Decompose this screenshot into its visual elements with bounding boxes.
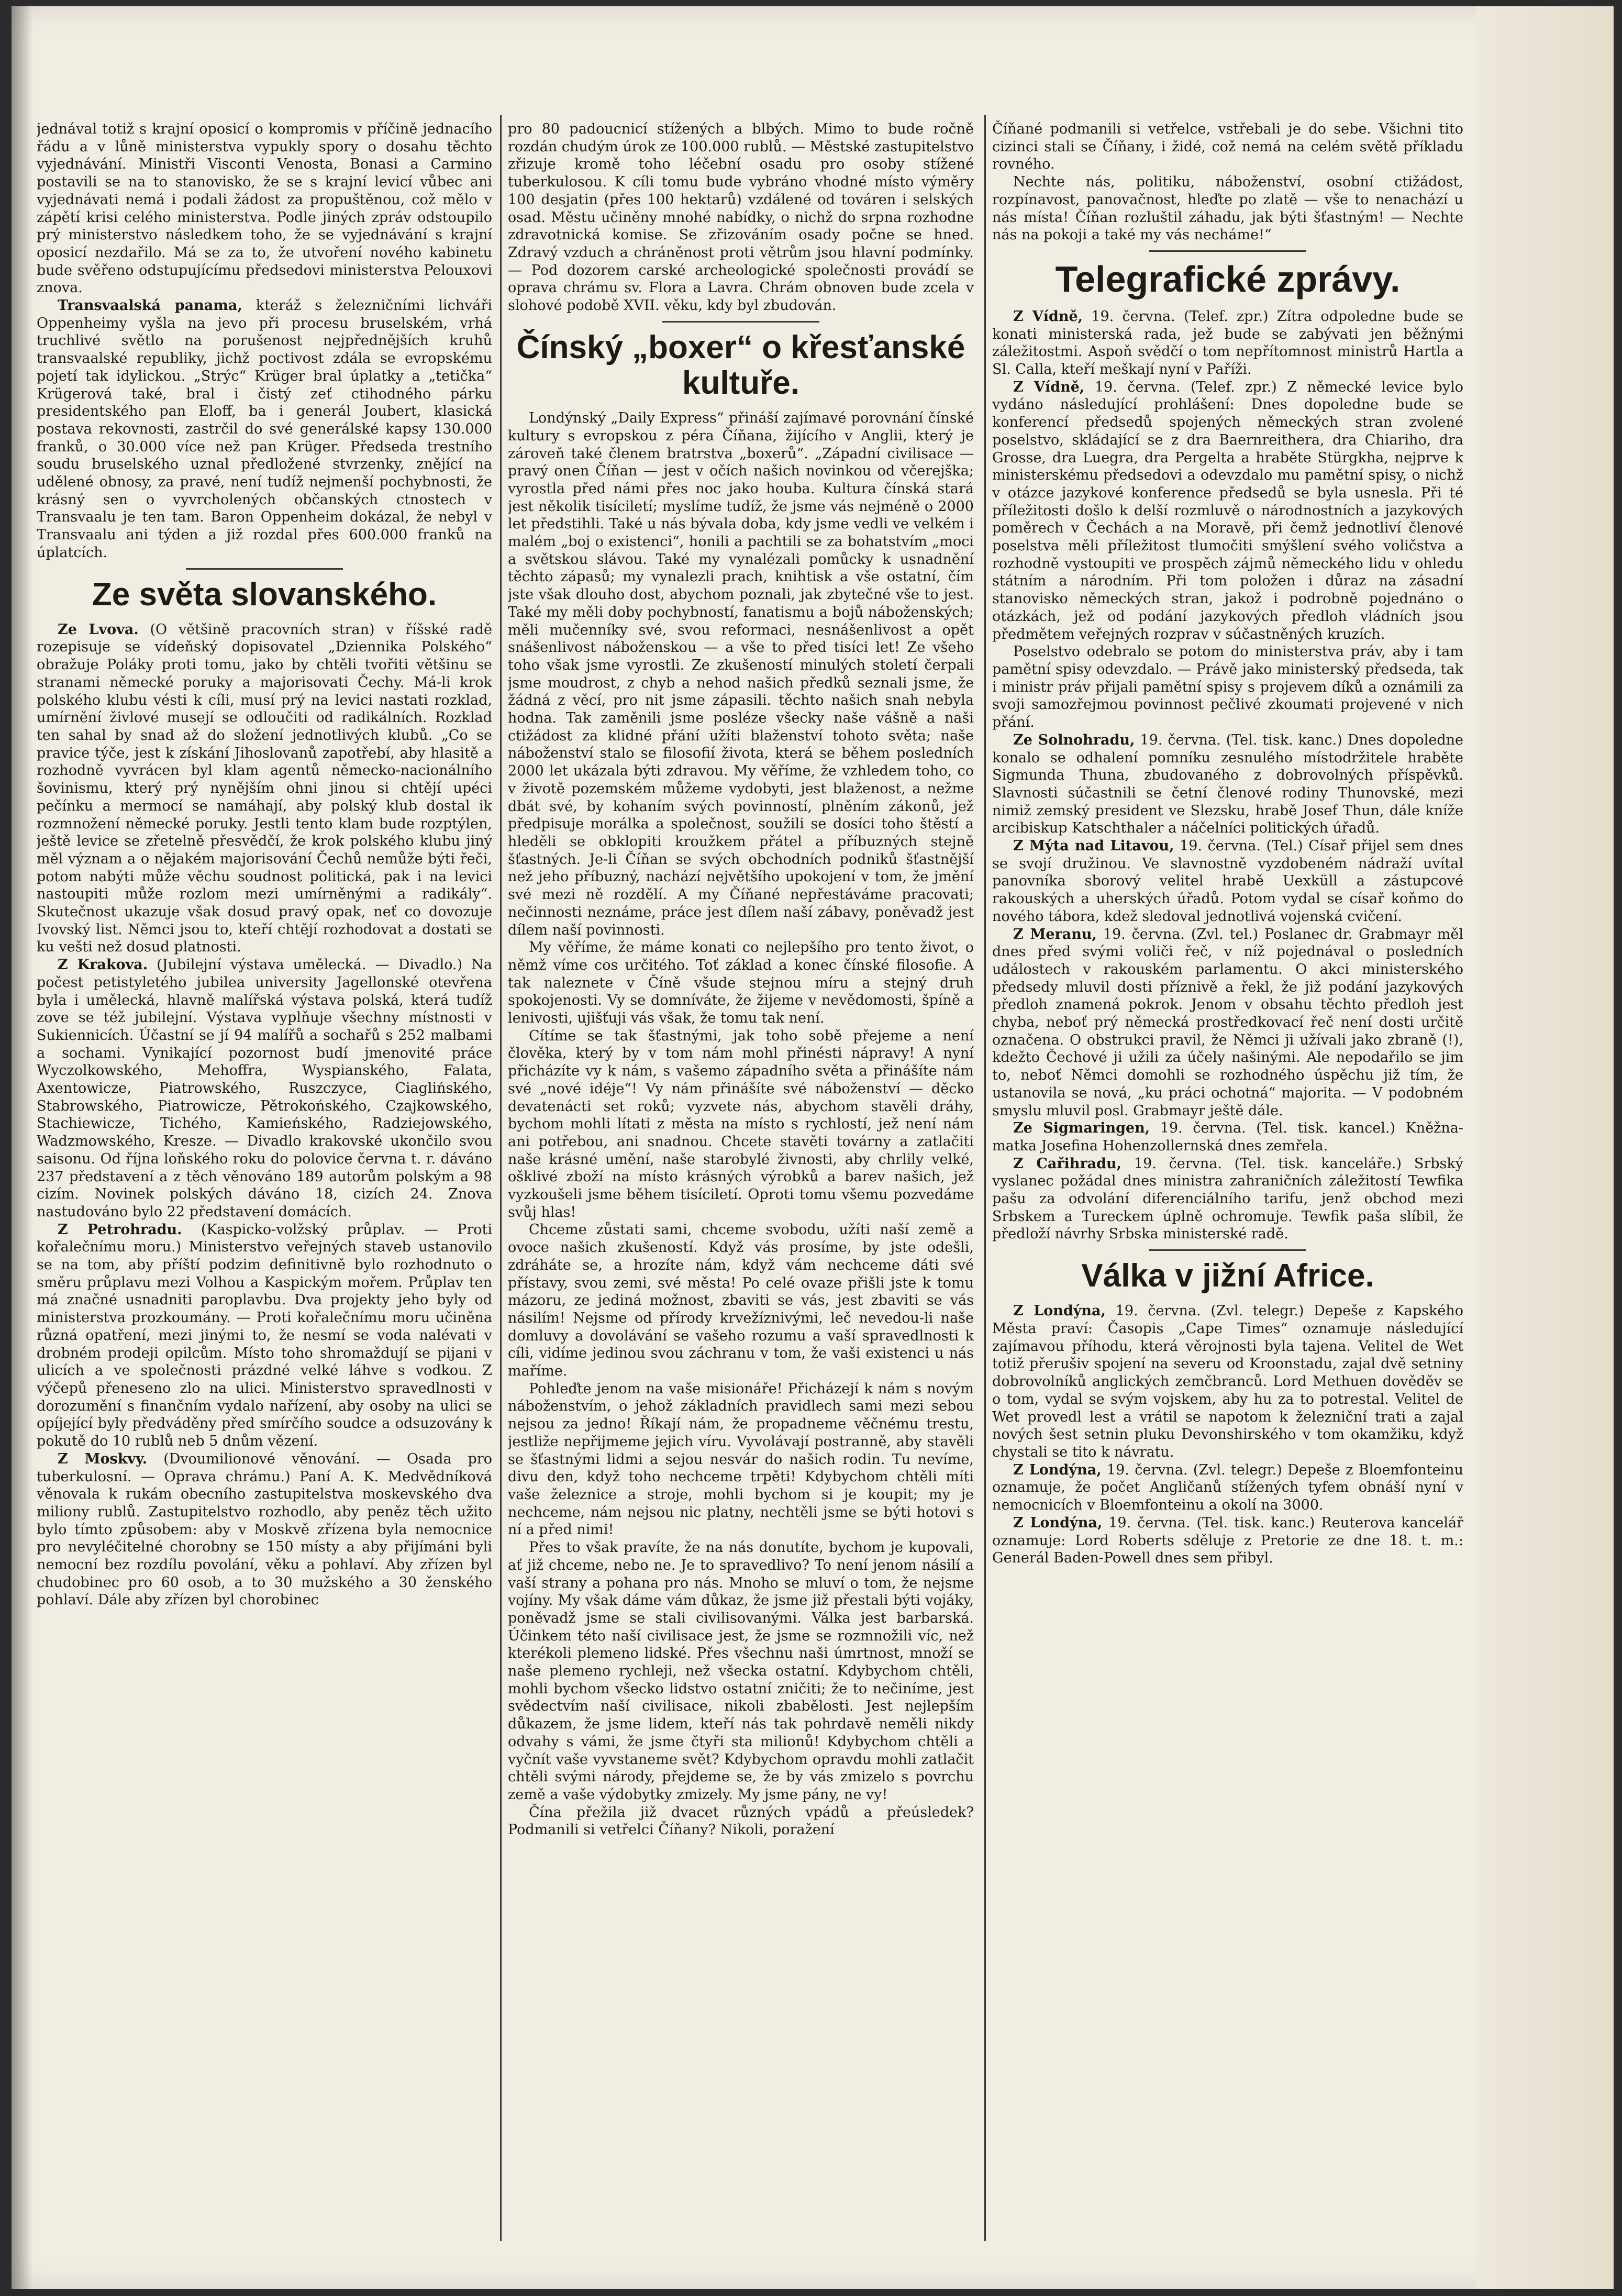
paragraph-lead: Z Cařihradu, (1013, 1155, 1122, 1172)
paragraph-text: kteráž s železničními lichváři Oppenheimy vyšla na jevo při procesu bruselském, vrhá truchlivé světlo na porušenost nejpřednějších kruhů transvaalské republiky, jichž poctivost zdála se evropskému pojetí tak idylickou. „Strýc“ Krüger bral úplatky a „tetička“ Krügerová také, bral i čistý zeť ctihodného párku presidentského pan Eloff, ba i generál Joubert, klasická postava rekovnosti, zastrčil do své generálské kapsy 130.000 franků, o 30.000 více než pan Krüger. Předseda trestního soudu bruselského uznal předložené stvrzenky, znějící na udělené obnosy, za pravé, není tudíž nejmenší pochybnosti, že krásný sen o vyvrcholených občanských ctnostech v Transvaalu je ten tam. Baron Oppenheim dokázal, že nebyl v Transvaalu ani týden a již rozdal přes 600.000 franků na úplatcích. (37, 297, 492, 561)
article-paragraph: pro 80 padoucnicí stížených a blbých. Mimo to bude ročně rozdán chudým úrok ze 100.000 rublů. — Městské zastupitelstvo zřizuje kromě toho léčební osadu pro osoby stížené tuberkulosou. K cíli tomu bude vybráno vhodné místo výměry 100 desjatin (přes 100 hektarů) vzdálené od továren i selských osad. Městu učiněny mnohé nabídky, o nichž do srpna rozhodne zdravotnická komise. Se zřizováním osady počne se hned. Zdravý vzduch a chráněnost proti větrům jsou hlavní podmínky. — Pod dozorem carské archeologické společnosti provádí se oprava chrámu sv. Flora a Lavra. Chrám obnoven bude zcela v slohové podobě XVII. věku, kdy byl zbudován. (508, 121, 974, 314)
article-paragraph (992, 731, 1463, 837)
paragraph-lead: Z Petrohradu. (58, 1221, 182, 1238)
paragraph-text: 19. června. (Zvl. telegr.) Depeše z Bloemfonteinu oznamuje, že počet Angličanů stížených tyfem obnáší nyní v nemocnicích v Bloemfonteinu a okolí na 3000. (992, 1461, 1463, 1514)
column-rule-2 (984, 115, 986, 2241)
column-rule-1 (500, 115, 502, 2241)
article-paragraph: Pohleďte jenom na vaše misionáře! Přicházejí k nám s novým náboženstvím, o jehož základních pravidlech sami mezi sebou nejsou za jedno! Říkají nám, že propadneme věčnému trestu, jestliže nepřijmeme jejich víru. Vyvolávají postranně, aby stavěli se šťastnými lidmi a sejou nesvár do našich rodin. Tu nevíme, divu den, když toho nechceme trpěti! Kdybychom chtěli míti vaše železnice a stroje, mohli bychom si je koupit; my je nechceme, nám nejsou nic platny, nechtěli jsme se býti hotovi s ní a před nimi! (508, 1380, 974, 1538)
section-rule (662, 321, 819, 323)
article-paragraph (992, 926, 1463, 1120)
section-heading-telegraphic: Telegrafické zprávy. (1055, 258, 1401, 300)
paragraph-lead: Ze Sigmaringen, (1013, 1120, 1150, 1137)
paragraph-lead: Z Londýna, (1013, 1303, 1106, 1319)
paragraph-text: 19. června. (Tel. tisk. kancel.) Kněžna-matka Josefina Hohenzollernská dnes zemřela. (992, 1120, 1463, 1154)
column-2 (508, 120, 974, 2257)
page-right-margin (1476, 6, 1614, 2289)
article-paragraph: Číňané podmanili si vetřelce, vstřebali je do sebe. Všichni tito cizinci stali se Číňany, i židé, což nemá na celém světě příkladu rovného. (992, 121, 1463, 173)
article-paragraph (992, 1302, 1463, 1461)
paragraph-text: (O většině pracovních stran) v říšské radě rozepisuje se vídeňský dopisovatel „Dziennika Polského“ obražuje Poláky proti tomu, jako by chtěli tvořiti většinu se stranami německé poruky a majorisovati Čechy. Má-li krok polského klubu vésti k cíli, musí prý na levici nastati rozklad, umírnění živlové musejí se odloučiti od radikálních. Rozklad ten sahal by snad až do složení jednotlivých klubů. „Co se pravice týče, jest k získání Jihoslovanů zapotřebí, aby hlasitě a rozhodně vyvrácen byl klam agentů německo-nacionálního šovinismu, který prý nynějším ohni jinou si chtějí upéci pečínku a mermocí se namáhají, aby polský klub dostal ik rozmnožení německé poruky. Jestli tento klam bude rozptýlen, ještě levice se zřetelně přesvědčí, že krok polského klubu jiný měl význam a o nějakém majorisování Čechů nemůže býti řeči, potom nabýti může věchu soudnost politická, pak i na levici nastoupiti může rozlom mezi umírněnými a radikály“. Skutečnost ukazuje však dosud pravý opak, neť co dovozuje Ivovský list. Němci jsou to, kteří chtějí rozhodovat a dostati se ku vešti než dosud platnosti. (37, 621, 492, 956)
article-paragraph (992, 308, 1463, 379)
paragraph-lead: Z Moskvy. (58, 1450, 148, 1467)
column-1 (37, 120, 492, 2257)
paragraph-text: 19. června. (Telef. zpr.) Z německé levice bylo vydáno následující prohlášení: Dnes dopoledne bude se konferencí předsedů spojených německých stran zvolené poselstvo, skládající se z dra Baernreithera, dra Chiariho, dra Grosse, dra Luegra, dra Pergelta a hraběte Stürgkha, nejprve k ministerskému předsedovi a odevzdalo mu pamětní spisy, o nichž v otázce jazykové konference předsedů se byla usnesla. Při té příležitosti došlo k delší rozmluvě o národnostních a jazykových poměrech v Čechách a na Moravě, při čemž jednotliví členové poselstva měli příležitost tlumočiti smýšlení svého voličstva a rozhodně vystoupiti ve prospěch zájmů německého lidu v ohledu státním a národním. Při tom položen i důraz na zásadní stanovisko německých stran, jakož i podrobně pojednáno o otázkách, jež od podání jazykových předloh vládních jsou předmětem veřejných rozprav v súčastněných kruzích. (992, 379, 1463, 642)
paragraph-lead: Ze Solnohradu, (1013, 731, 1135, 748)
paragraph-lead: Z Vídně, (1013, 308, 1083, 325)
article-paragraph: Cítíme se tak šťastnými, jak toho sobě přejeme a není člověka, který by v tom nám mohl přinésti nápravy! A nyní přicházíte vy k nám, s vašemo západního světa a přinášíte nám své „nové idéje“! Vy nám přinášíte své náboženství — děcko devatenácti set roků; vyzvete nás, abychom stavěli dráhy, bychom mohli lítati z města na místo s rychlostí, jež není nám ani potřebou, ani snadnou. Chcete stavěti továrny a zatlačiti naše krásné umění, naše starobylé živnosti, aby chrlily velké, ošklivé zboží na místo krásných výrobků a barev našich, jež vyzkoušeli jsme během tisíciletí. Oproti tomu všemu pozvedáme svůj hlas! (508, 1027, 974, 1221)
section-rule (186, 568, 343, 570)
article-paragraph (37, 1450, 492, 1609)
article-paragraph (992, 1514, 1463, 1567)
paragraph-text: (Dvoumilionové věnování. — Osada pro tuberkulosní. — Oprava chrámu.) Paní A. K. Medvědníková věnovala k rukám obecního zastupitelstva moskevského dva miliony rublů. Zastupitelstvo rozhodlo, aby peněz těch užito bylo tímto způsobem: aby v Moskvě zřízena byla nemocnice pro nevyléčitelné chorobny se 150 místy a aby přijímáni byli nemocní bez rozdílu povolání, věku a pohlaví. Aby zřízen byl chudobinec pro 60 osob, a to 30 mužského a 30 ženského pohlaví. Dále aby zřízen byl chorobinec (37, 1450, 492, 1609)
paragraph-lead: Z Vídně, (1013, 379, 1085, 395)
paragraph-text: (Kaspicko-volžský průplav. — Proti kořalečnímu moru.) Ministerstvo veřejných staveb ustanovilo se na tom, aby příští podzim definitivně bylo rozhodnuto o směru průplavu mezi Volhou a Kaspickým mořem. Průplav ten má značné usnadniti paroplavbu. Dva projekty jeho byly od ministerstva prozkoumány. — Proti kořalečnímu moru učiněna různá opatření, mezi jinými to, že nesmí se voda nalévati v drobném prodeji opilcům. Místo toho shromaždují se pijani v ulicích a ve společnosti prázdné velké láhve s vodkou. Z výčepů přeneseno zlo na ulici. Ministerstvo spravedlnosti v dorozumění s finančním vydalo nařízení, aby osoby na ulici se opíjející byly předváděny před smírčího soudce a odsuzovány k pokutě do 10 rublů neb 5 dnům vězení. (37, 1221, 492, 1450)
paragraph-lead: Z Londýna, (1013, 1461, 1102, 1478)
paragraph-lead: Z Mýta nad Litavou, (1013, 838, 1174, 855)
paragraph-lead: Transvaalská panama, (58, 297, 242, 314)
paragraph-text: 19. června. (Tel. tisk. kanc.) Dnes dopoledne konalo se odhalení pomníku zesnulého místodržitele hraběte Sigmunda Thuna, zbudovaného z dobrovolných příspěvků. Slavnosti súčastnili se četní členové rodiny Thunovské, mezi nimiž zemský president ve Slezsku, hrabě Josef Thun, dále kníže arcibiskup Katschthaler a náčelníci politických úřadů. (992, 731, 1463, 837)
paragraph-text: 19. června. (Tel. tisk. kanceláře.) Srbský vyslanec požádal dnes ministra zahraničních záležitostí Tewfika pašu za odvolání diferenciálního tarifu, jenž obchod mezi Srbskem a Tureckem úplně ochromuje. Tewfik paša slíbil, že předloží návrhy Srbska ministerské radě. (992, 1155, 1463, 1243)
section-rule (1149, 1249, 1306, 1251)
article-paragraph: jednával totiž s krajní oposicí o kompromis v příčině jednacího řádu a v lůně ministerstva vypukly spory o dosahu těchto vyjednávání. Ministři Visconti Venosta, Bonasi a Carmino postavili se na to stanovisko, že se s krajní levicí vůbec ani vyjednávati nemá i podali žádost za propuštěnou, což mělo v zápětí krisi celého ministerstva. Podle jiných zpráv odstoupilo prý ministerstvo následkem toho, že se vyjednávání s krajní oposicí nezdařilo. Má se za to, že utvoření nového kabinetu bude svěřeno odstupujícímu předsedovi ministerstva Pelouxovi znova. (37, 121, 492, 296)
article-paragraph (992, 1155, 1463, 1244)
paragraph-text: 19. června. (Telef. zpr.) Zítra odpoledne bude se konati ministerská rada, jež bude se zabývati jen běžnými záležitostmi. Aspoň svědčí o tom nepřítomnost ministrů Hartla a Sl. Calla, kteří meškají nyní v Paříži. (992, 308, 1463, 378)
article-paragraph (992, 1461, 1463, 1514)
section-heading-africa: Válka v jižní Africe. (1081, 1258, 1374, 1294)
article-paragraph (37, 956, 492, 1221)
article-paragraph (37, 1221, 492, 1450)
section-rule (1149, 250, 1306, 252)
article-paragraph (992, 1119, 1463, 1155)
binding-shadow (12, 6, 32, 2289)
paragraph-lead: Z Meranu, (1013, 926, 1097, 942)
article-paragraph: Přes to však pravíte, že na nás donutíte, bychom je kupovali, ať již chceme, nebo ne. Je to spravedlivo? To není jenom násilí a vaší strany a pohana pro nás. Mnoho se mluví o tom, že nejsme vojíny. My však dáme vám důkaz, že jsme již přestali býti vojáky, poněvadž jsme se stali civilisovanými. Válka jest barbarská. Účinkem této naší civilisace jest, že jsme se rozmnožili víc, než kterékoli plemeno lidské. Přes všechnu naši úmrtnost, množí se naše plemeno rychleji, než všecka ostatní. Kdybychom chtěli, mohli bychom všecko lidstvo ostatní zničiti; že to nečiníme, jest svědectvím naší civilisace, nikoli zbabělosti. Jest nejlepším důkazem, že jsme lidem, kteří nás tak pohrdavě neměli nikdy odvahy s vámi, že jsme čtyři sta milionů! Kdybychom chtěli a vyčnít vaše vyvstaneme svět? Kdybychom opravdu mohli zatlačit chtěli svými národy, přejdeme se, že by vás zmizelo s povrchu země a vaše výdobytky zmizely. My jsme pány, ne vy! (508, 1539, 974, 1803)
paragraph-text: 19. června. (Zvl. telegr.) Depeše z Kapského Města praví: Časopis „Cape Times“ oznamuje následující zajímavou příhodu, která věrojnosti byla tajena. Velitel de Wet totiž přerušiv spojení na severu od Kroonstadu, zajal dvě setniny dobrovolníků anglických zemčbranců. Lord Methuen dověděv se o tom, vydal se svým vojskem, aby hu za to potrestal. Velitel de Wet provedl lest a vrátil se napotom k železniční trati a zajal nových šest setnin pluku Devonshirského v tom okamžiku, když chystali se tito k návratu. (992, 1303, 1463, 1460)
paragraph-text: 19. června. (Tel. tisk. kanc.) Reuterova kancelář oznamuje: Lord Roberts sděluje z Pretorie ze dne 18. t. m.: Generál Baden-Powell dnes sem přibyl. (992, 1514, 1463, 1567)
section-heading-boxer: Čínský „boxer“ o křesťanské kultuře. (516, 329, 965, 401)
paragraph-text: 19. června. (Zvl. tel.) Poslanec dr. Grabmayr měl dnes před svými voliči řeč, v níž pojednával o posledních událostech v rakouském parlamentu. O akci ministerského předsedy mluvil dosti příznivě a řekl, že již podání jazykových předloh znamená pokrok. Jenom v obsahu těchto předloh jest chyba, neboť prý německá prostředkovací řeč není dosti určitě označena. O obstrukci pravil, že Němci ji užívali jako zbraně (!), kdežto Čechové ji užili za účely našinými. Ale nepodařilo se jim to, neboť Němci domohli se rozhodného úspěchu již tím, že ustanovila se nová, „ku práci ochotná“ majorita. — V podobném smyslu mluvil posl. Grabmayr ještě dále. (992, 926, 1463, 1119)
article-paragraph: My věříme, že máme konati co nejlepšího pro tento život, o němž víme cos určitého. Toť základ a konec čínské filosofie. A tak naleznete v Číně všude stejnou míru a stejný druh spokojenosti. Vy se domníváte, že žijeme v nevědomosti, špíně a lenivosti, ujišťuji vás však, že tomu tak není. (508, 939, 974, 1027)
paragraph-lead: Z Londýna, (1013, 1514, 1103, 1531)
paragraph-lead: Z Krakova. (58, 957, 148, 973)
article-paragraph (992, 837, 1463, 926)
article-paragraph (37, 297, 492, 562)
section-heading-slavic: Ze světa slovanského. (92, 576, 437, 613)
article-paragraph: Londýnský „Daily Express“ přináší zajímavé porovnání čínské kultury s evropskou z péra Číňana, žijícího v Anglii, který je zároveň také členem bratrstva „boxerů“. „Západní civilisace — pravý onen Číňan — jest v očích našich novinkou od včerejška; vyrostla před námi přes noc jako houba. Kultura čínská stará jest několik tisíciletí; myslíme tudíž, že jsme vás nejméně o 2000 let předstihli. Také u nás bývala doba, kdy jsme vedli ve velkém i malém „boj o existenci“, honili a pachtili se za bohatstvím „moci a světskou slávou. Také my vynalézali pomůcky k usnadnění těchto zápasů; my vynalezli prach, knihtisk a vše ostatní, čím jste však dlouho dost, abychom poznali, jak zbytečné vše to jest. Také my měli doby pochybností, fanatismu a bojů náboženských; měli mučenníky své, svou reformaci, nesnášenlivost a opět snášenlivost náboženskou — a vše to před tisíci let! Ze všeho toho však jsme vyrostli. Ze zkušeností minulých století čerpali jsme moudrost, z chyb a nehod našich předků seznali jsme, že žádná z věcí, pro nit jsme zápasili. těchto našich snah nebyla hodna. Tak zaměnili jsme posléze všecky naše vášně a naši ctižádost za klidné přání užíti blaženství tohoto světa; naše náboženství stalo se filosofií života, která se během posledních 2000 let ukázala býti zdravou. My věříme, že vzhledem toho, co v životě pozemském můžeme vydobyti, jest blaženost, a nežme dbát své, by kohaním svých povinností, plněním zákonů, jež předpisuje morálka a společnost, soužili se dosíci toho štěstí a hleděli se obklopiti kroužkem přátel a příbuzných stejně šťastných. Je-li Číňan se svých obchodních podniků šťastnější než jeho příbuzný, nachází největšího upokojení v tom, že jmění své mezi ně rozdělí. A my Číňané nepřestáváme pracovati; nečinnosti neznáme, práce jest dílem naší zábavy, poněvadž jest dílem naší povinnosti. (508, 410, 974, 938)
article-paragraph: Chceme zůstati sami, chceme svobodu, užíti naší země a ovoce našich zkušeností. Když vás prosíme, by jste odešli, zdráháte se, a hrozíte nám, když vám nechceme dáti své přístavy, svou zemi, své města! Po celé ovaze přišli jste k tomu mázoru, ze jediná možnost, zbaviti se vás, jest zbaviti se vás násilím! Nejsme od přírody krvežíznivými, leč nevedou-li naše domluvy a dovolávání se vašeho rozumu a vaší spravedlnosti k cíli, vidíme jedinou svou záchranu v tom, že vaši existenci u nás maříme. (508, 1222, 974, 1380)
column-3 (992, 120, 1463, 2257)
article-paragraph (992, 379, 1463, 644)
article-paragraph: Čína přežila již dvacet různých vpádů a přeúsledek? Podmanili si vetřelci Číňany? Nikoli, poražení (508, 1804, 974, 1838)
paragraph-text: 19. června. (Tel.) Císař přijel sem dnes se svojí družinou. Ve slavnostně vyzdobeném nádraží uvítal panovníka sborový velitel hrabě Uexküll a zástupcové rakouských a uherských úřadů. Potom vydal se císař koňmo do nového tábora, kdež sledoval jednotlivá vojenská cvičení. (992, 838, 1463, 925)
article-paragraph: Nechte nás, politiku, náboženství, osobní ctižádost, rozpínavost, panovačnost, hleďte po zlatě — vše to nenachází u nás místa! Číňan rozluštil záhadu, jak býti šťastným! — Nechte nás na pokoji a také my vás necháme!“ (992, 174, 1463, 243)
article-paragraph: Poselstvo odebralo se potom do ministerstva práv, aby i tam pamětní spisy odevzdalo. — Právě jako ministerský předseda, tak i ministr práv přijali pamětní spisy s projevem díků a oznámili za svoji samozřejmou povinnost pečlivé zkoumati projevené v nich přání. (992, 644, 1463, 731)
paragraph-lead: Ze Lvova. (58, 621, 139, 638)
article-paragraph (37, 621, 492, 956)
paragraph-text: (Jubilejní výstava umělecká. — Divadlo.) Na počest petistyletého jubilea university Jagellonské otevřena byla i umělecká, hlavně malířská výstava polská, která tudíž zove se též jubilejní. Výstava vyplňuje všechny místnosti v Sukiennicích. Účastní se jí 94 malířů a sochařů s 252 malbami a sochami. Vynikající pozornost budí jmenovité práce Wyczolkowského, Mehoffra, Wyspianského, Falata, Axentowicze, Piatrowského, Ruszczyce, Ciaglińského, Stabrowského, Piatrowicze, Pětrokońského, Czajkowského, Stachiewicze, Tichého, Kamieńského, Radziejowského, Wadzmowského, Kreszе. — Divadlo krakovské ukončilo svou saisonu. Od října loňského roku do polovice června t. r. dáváno 237 představení a z těch věnováno 189 autorům polským a 98 cizím. Novinek polských dáváno 18, cizích 24. Znova nastudováno bylo 22 představení domácích. (37, 957, 492, 1220)
